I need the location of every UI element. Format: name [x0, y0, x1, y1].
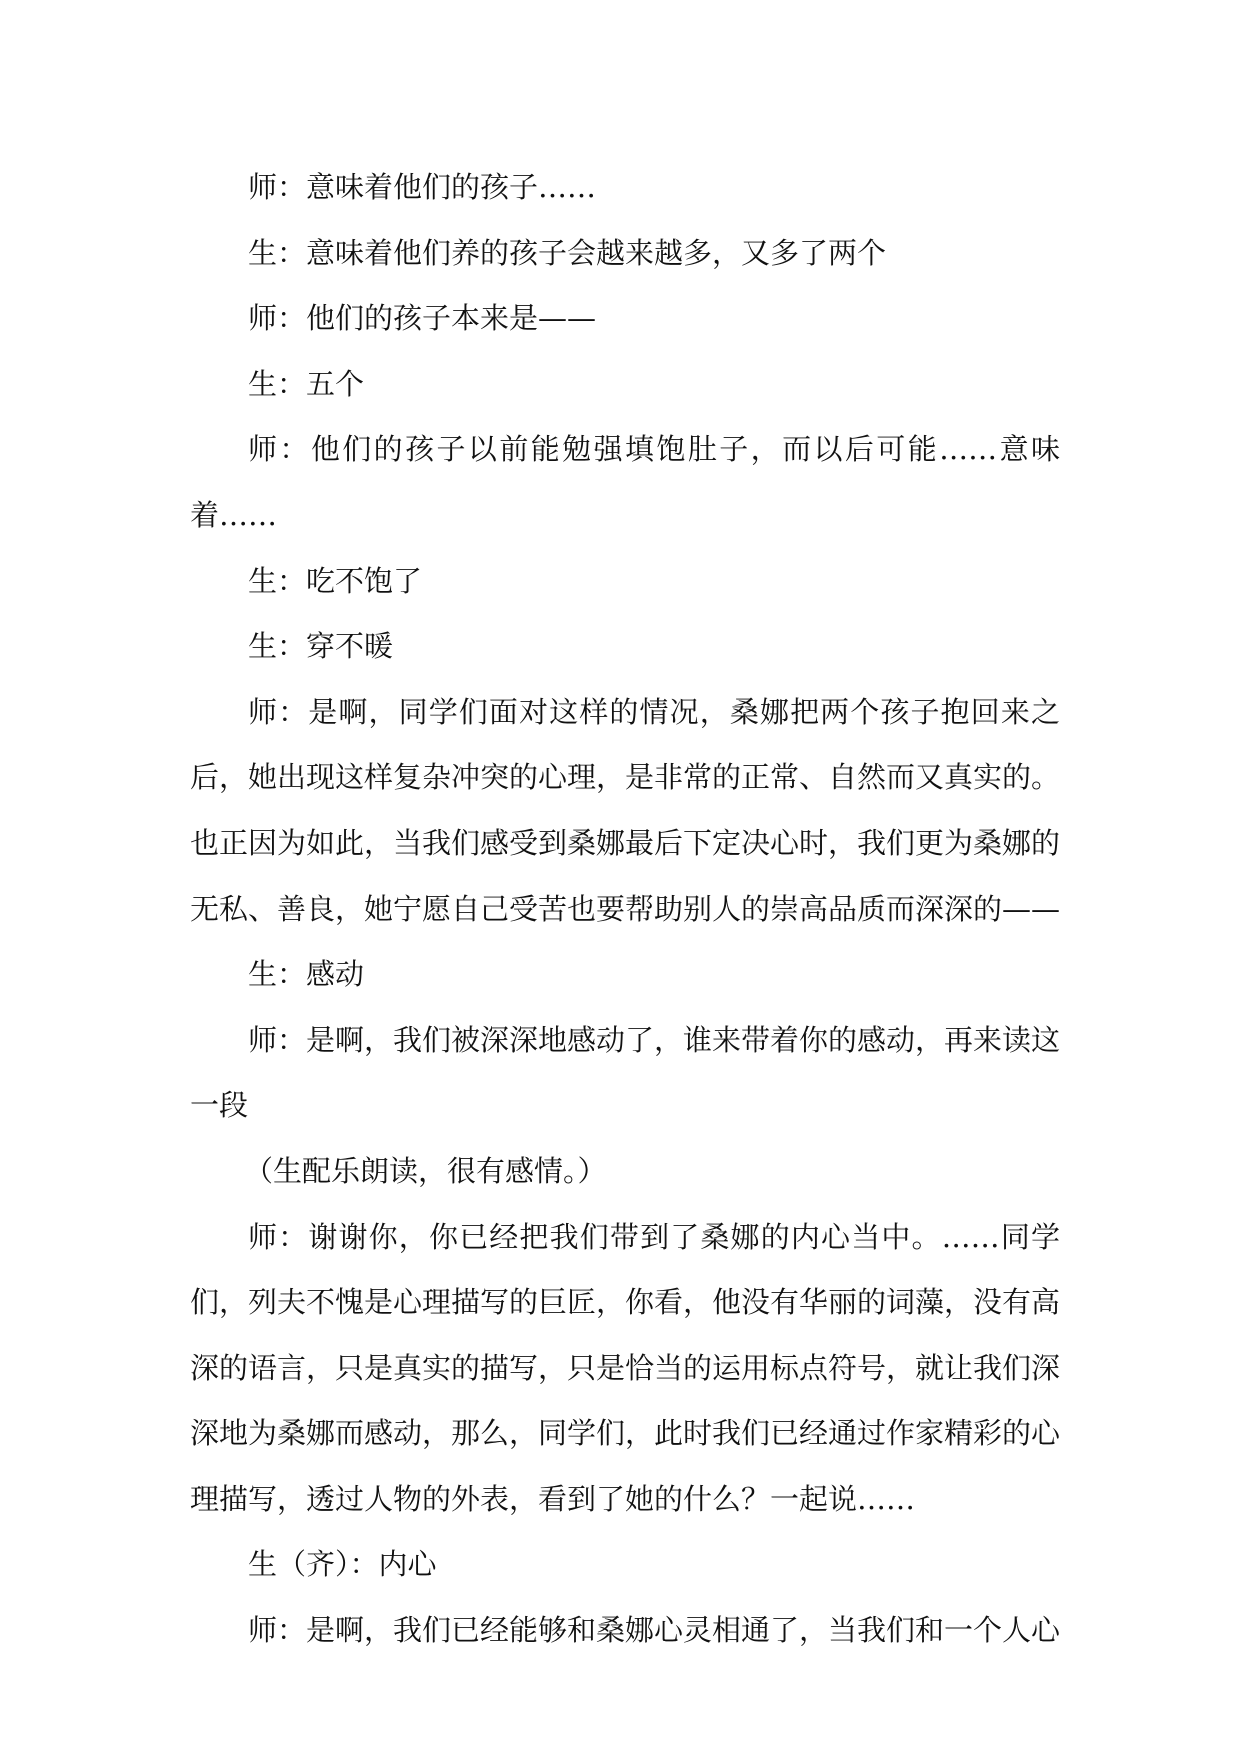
stage-direction: （生配乐朗读，很有感情。）: [244, 1153, 607, 1188]
paragraph: 生：吃不饱了: [248, 563, 423, 598]
paragraph: 师：是啊，我们已经能够和桑娜心灵相通了，当我们和一个人心: [248, 1613, 1061, 1648]
document-body: [190, 155, 1060, 1664]
paragraph: 生：意味着他们养的孩子会越来越多，又多了两个: [248, 235, 887, 270]
paragraph: 师：是啊，同学们面对这样的情况，桑娜把两个孩子抱回来之后，她出现这样复杂冲突的心理，是非常的正常、自然而又真实的。也正因为如此，当我们感受到桑娜最后下定决心时，我们更为桑娜的无私、善良，她宁愿自己受苦也要帮助别人的崇高品质而深深的——: [190, 694, 1061, 926]
paragraph: 生：穿不暖: [248, 629, 394, 664]
paragraph: 生（齐）：内心: [248, 1547, 437, 1582]
paragraph: 师：意味着他们的孩子……: [248, 170, 597, 204]
paragraph: 师：谢谢你，你已经把我们带到了桑娜的内心当中。……同学们，列夫不愧是心理描写的巨匠，你看，他没有华丽的词藻，没有高深的语言，只是真实的描写，只是恰当的运用标点符号，就让我们深深地为桑娜而感动，那么，同学们，此时我们已经通过作家精彩的心理描写，透过人物的外表，看到了她的什么？一起说……: [190, 1219, 1061, 1516]
paragraph: 师：他们的孩子以前能勉强填饱肚子，而以后可能……意味着……: [190, 432, 1060, 532]
paragraph: 生：感动: [248, 957, 365, 992]
paragraph: 师：他们的孩子本来是——: [248, 301, 597, 336]
paragraph: 生：五个: [248, 366, 365, 401]
paragraph: 师：是啊，我们被深深地感动了，谁来带着你的感动，再来读这一段: [190, 1022, 1061, 1123]
